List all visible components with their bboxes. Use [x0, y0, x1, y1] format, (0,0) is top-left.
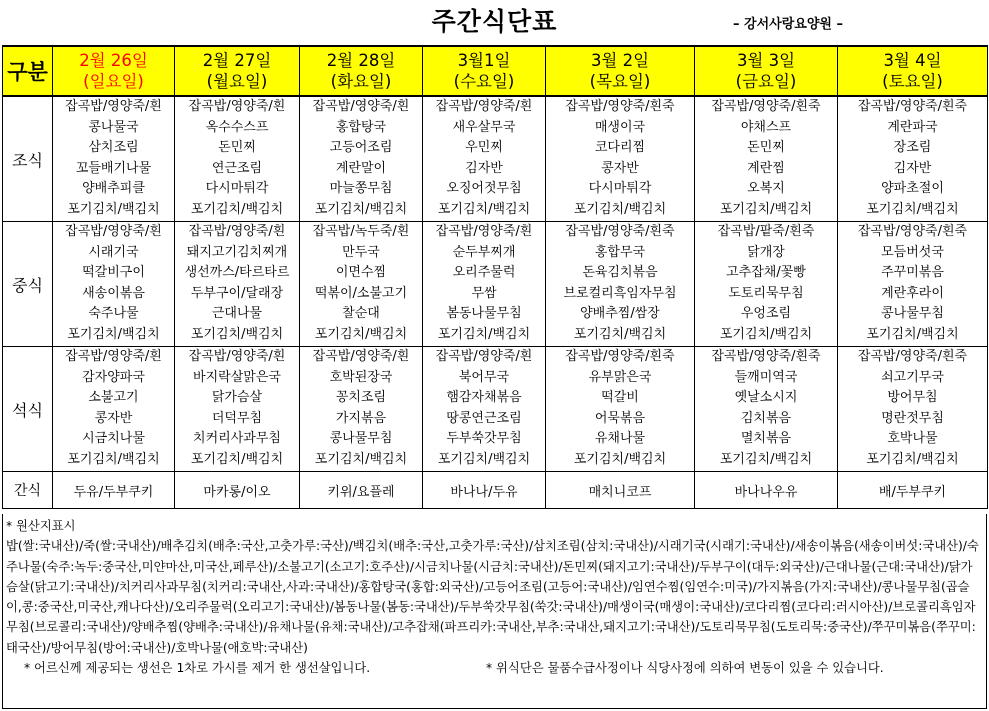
menu-item: 호박나물	[887, 431, 938, 447]
day-date: 3월 4일	[883, 51, 942, 70]
menu-item: 잡곡밥/영양죽/흰	[65, 349, 162, 364]
menu-item: 이면수찜	[335, 265, 387, 281]
menu-cell	[695, 96, 838, 222]
menu-cell	[695, 347, 838, 472]
menu-item: 잡곡밥/영양죽/흰	[435, 224, 533, 239]
menu-cell	[423, 96, 546, 222]
menu-item: 다시마튀각	[588, 181, 652, 197]
menu-item: 양파초절이	[881, 181, 944, 197]
day-weekday: (수요일)	[453, 72, 515, 91]
menu-item: 만두국	[342, 244, 380, 260]
gubun-header: 구분	[3, 46, 53, 96]
day-weekday: (일요일)	[83, 72, 144, 91]
menu-item: 김자반	[893, 160, 932, 176]
menu-item: 포기김치/백김치	[719, 451, 813, 467]
menu-item: 오징어젓무침	[446, 181, 522, 197]
day-weekday: (토요일)	[882, 72, 943, 91]
menu-item: 유채나물	[594, 431, 646, 447]
menu-item: 콩나물무침	[881, 306, 944, 322]
menu-item: 포기김치/백김치	[573, 451, 667, 467]
menu-item: 땅콩연근조림	[446, 410, 522, 426]
menu-item: 포기김치/백김치	[437, 451, 531, 467]
menu-item: 잡곡밥/영양죽/흰죽	[857, 99, 968, 114]
menu-item: 떡볶이/소불고기	[314, 285, 408, 301]
menu-item: 잡곡밥/영양죽/흰	[188, 224, 286, 239]
day-weekday: (목요일)	[589, 72, 651, 91]
snack-cell: 바나나우유	[695, 472, 838, 509]
menu-item: 봄동나물무침	[446, 306, 522, 322]
menu-item: 잡곡밥/영양죽/흰죽	[565, 99, 675, 114]
menu-item: 포기김치/백김치	[314, 451, 408, 467]
menu-item: 잡곡밥/영양죽/흰	[435, 349, 533, 364]
meal-row-breakfast	[3, 96, 988, 222]
day-header	[546, 46, 695, 96]
meal-label: 중식	[3, 222, 53, 347]
menu-item: 포기김치/백김치	[866, 451, 959, 467]
menu-item: 마늘쫑무침	[329, 181, 393, 197]
menu-item: 감자양파국	[82, 369, 145, 385]
menu-item: 두부구이/달래장	[190, 285, 284, 301]
menu-item: 들깨미역국	[734, 369, 798, 385]
snack-label: 간식	[3, 472, 53, 509]
menu-cell	[838, 96, 988, 222]
menu-item: 두부쑥갓무침	[446, 431, 522, 447]
menu-cell	[300, 222, 423, 347]
origin-heading: * 원산지표시	[6, 519, 76, 533]
day-header	[423, 46, 546, 96]
day-date: 2월 26일	[79, 51, 148, 70]
menu-item: 도토리묵무침	[728, 285, 804, 301]
menu-item: 찰순대	[342, 306, 380, 322]
menu-item: 닭개장	[747, 244, 785, 260]
weekly-menu-table	[2, 45, 988, 509]
menu-item: 포기김치/백김치	[314, 201, 408, 217]
menu-item: 홍합탕국	[335, 119, 387, 135]
menu-item: 포기김치/백김치	[437, 326, 531, 342]
menu-item: 오복지	[747, 181, 785, 197]
snack-cell: 바나나/두유	[423, 472, 546, 509]
meal-label: 조식	[3, 96, 53, 222]
snack-cell: 배/두부쿠키	[838, 472, 988, 509]
menu-item: 고등어조림	[329, 140, 393, 156]
menu-item: 떡갈비	[601, 390, 639, 406]
menu-cell	[300, 96, 423, 222]
notes-section	[2, 514, 987, 709]
menu-item: 계란후라이	[881, 285, 944, 301]
menu-item: 옥수수스프	[205, 119, 269, 135]
snack-cell: 두유/두부쿠키	[53, 472, 175, 509]
menu-item: 잡곡밥/영양죽/흰죽	[565, 349, 675, 364]
menu-item: 새송이볶음	[82, 285, 145, 301]
menu-item: 돈민찌	[747, 140, 785, 156]
menu-item: 호박된장국	[329, 369, 393, 385]
menu-item: 잡곡밥/영양죽/흰죽	[857, 349, 968, 364]
menu-item: 포기김치/백김치	[190, 326, 284, 342]
page-title: 주간식단표	[431, 7, 558, 36]
menu-item: 꼬들배기나물	[75, 160, 152, 176]
menu-item: 장조림	[893, 140, 932, 156]
menu-item: 주꾸미볶음	[881, 265, 944, 281]
menu-item: 돈육김치볶음	[582, 265, 658, 281]
menu-cell	[175, 96, 300, 222]
menu-cell	[546, 222, 695, 347]
menu-item: 콩자반	[94, 410, 133, 426]
menu-cell	[423, 222, 546, 347]
menu-item: 잡곡밥/영양죽/흰	[65, 224, 162, 239]
day-header	[300, 46, 423, 96]
day-header	[175, 46, 300, 96]
menu-item: 홍합무국	[594, 244, 646, 260]
menu-item: 더덕무침	[211, 410, 263, 426]
menu-item: 포기김치/백김치	[190, 451, 284, 467]
menu-item: 숙주나물	[88, 306, 139, 322]
menu-item: 잡곡밥/녹두죽/흰	[312, 224, 410, 239]
menu-cell	[546, 347, 695, 472]
meal-row-lunch	[3, 222, 988, 347]
menu-item: 브로컬리흑임자무침	[563, 285, 677, 301]
menu-item: 코다리찜	[594, 140, 646, 156]
menu-change-note: * 위식단은 물품수급사정이나 식당사정에 의하여 변동이 있을 수 있습니다.	[486, 661, 884, 676]
menu-item: 닭가슴살	[211, 390, 263, 406]
day-weekday: (금요일)	[735, 72, 797, 91]
menu-item: 잡곡밥/영양죽/흰죽	[711, 349, 821, 364]
menu-item: 우민찌	[465, 140, 503, 156]
menu-item: 양배추피클	[82, 181, 145, 197]
menu-cell	[175, 347, 300, 472]
menu-cell	[300, 347, 423, 472]
menu-item: 북어무국	[458, 369, 510, 385]
menu-item: 돼지고기김치찌개	[186, 244, 288, 260]
header-row	[3, 46, 988, 96]
menu-item: 멸치볶음	[740, 431, 792, 447]
menu-item: 꽁치조림	[335, 390, 387, 406]
menu-item: 돈민찌	[218, 140, 256, 156]
menu-item: 고추잡채/꽃빵	[726, 265, 806, 281]
menu-cell	[53, 96, 175, 222]
menu-cell	[423, 347, 546, 472]
snack-row	[3, 472, 988, 509]
menu-item: 김자반	[465, 160, 503, 176]
menu-item: 잡곡밥/영양죽/흰	[65, 99, 162, 114]
day-date: 3월 2일	[590, 51, 650, 70]
menu-item: 김치볶음	[740, 410, 792, 426]
meal-row-dinner	[3, 347, 988, 472]
menu-item: 잡곡밥/영양죽/흰죽	[857, 224, 968, 239]
menu-item: 포기김치/백김치	[573, 201, 667, 217]
footer-notes	[6, 658, 983, 678]
menu-item: 콩나물무침	[329, 431, 393, 447]
menu-cell	[53, 222, 175, 347]
menu-cell	[838, 347, 988, 472]
menu-item: 잡곡밥/영양죽/흰	[188, 99, 286, 114]
menu-item: 삼치조림	[88, 140, 139, 156]
menu-cell	[695, 222, 838, 347]
menu-cell	[546, 96, 695, 222]
menu-item: 우엉조림	[740, 306, 792, 322]
menu-item: 치커리사과무침	[193, 431, 281, 447]
menu-item: 잡곡밥/영양죽/흰	[312, 99, 410, 114]
meal-label: 석식	[3, 347, 53, 472]
menu-item: 포기김치/백김치	[866, 326, 959, 342]
day-date: 3월 3일	[736, 51, 796, 70]
menu-item: 소불고기	[88, 390, 139, 406]
day-header	[695, 46, 838, 96]
day-date: 2월 27일	[202, 51, 272, 70]
menu-item: 방어무침	[887, 390, 938, 406]
fish-note: * 어르신께 제공되는 생선은 1차로 가시를 제거 한 생선살입니다.	[24, 661, 371, 676]
menu-item: 유부맑은국	[588, 369, 652, 385]
menu-item: 포기김치/백김치	[314, 326, 408, 342]
menu-item: 바지락살맑은국	[193, 369, 281, 385]
day-date: 3월1일	[457, 51, 511, 70]
menu-item: 콩자반	[601, 160, 639, 176]
menu-cell	[838, 222, 988, 347]
menu-item: 시래기국	[88, 244, 139, 260]
menu-item: 포기김치/백김치	[67, 451, 160, 467]
menu-item: 옛날소시지	[734, 390, 798, 406]
menu-item: 포기김치/백김치	[573, 326, 667, 342]
snack-cell: 마카롱/이오	[175, 472, 300, 509]
menu-item: 야채스프	[740, 119, 792, 135]
day-header	[838, 46, 988, 96]
menu-item: 포기김치/백김치	[190, 201, 284, 217]
menu-item: 쇠고기무국	[881, 369, 944, 385]
menu-item: 잡곡밥/영양죽/흰죽	[565, 224, 675, 239]
menu-item: 계란파국	[887, 119, 938, 135]
menu-item: 모듬버섯국	[881, 244, 944, 260]
menu-item: 잡곡밥/영양죽/흰	[312, 349, 410, 364]
menu-item: 포기김치/백김치	[67, 201, 160, 217]
day-weekday: (화요일)	[330, 72, 392, 91]
menu-item: 포기김치/백김치	[866, 201, 959, 217]
menu-item: 근대나물	[211, 306, 263, 322]
menu-item: 명란젓무침	[881, 410, 944, 426]
menu-item: 가지볶음	[335, 410, 387, 426]
menu-item: 계란찜	[747, 160, 785, 176]
menu-item: 포기김치/백김치	[719, 326, 813, 342]
menu-item: 양배추찜/쌈장	[580, 306, 660, 322]
menu-item: 어묵볶음	[594, 410, 646, 426]
menu-cell	[53, 347, 175, 472]
menu-item: 잡곡밥/팥죽/흰죽	[717, 224, 815, 239]
menu-item: 새우살무국	[452, 119, 516, 135]
day-date: 2월 28일	[326, 51, 396, 70]
menu-item: 무쌈	[471, 285, 497, 301]
menu-item: 순두부찌개	[452, 244, 516, 260]
menu-item: 오리주물럭	[452, 265, 516, 281]
snack-cell: 키위/요플레	[300, 472, 423, 509]
menu-item: 콩나물국	[88, 119, 139, 135]
menu-item: 잡곡밥/영양죽/흰	[188, 349, 286, 364]
menu-item: 잡곡밥/영양죽/흰죽	[711, 99, 821, 114]
menu-item: 다시마튀각	[205, 181, 269, 197]
menu-item: 매생이국	[594, 119, 646, 135]
menu-item: 계란말이	[335, 160, 387, 176]
menu-item: 시금치나물	[82, 431, 145, 447]
menu-item: 포기김치/백김치	[719, 201, 813, 217]
menu-cell	[175, 222, 300, 347]
menu-item: 연근조림	[211, 160, 263, 176]
menu-item: 잡곡밥/영양죽/흰	[435, 99, 533, 114]
menu-item: 포기김치/백김치	[437, 201, 531, 217]
menu-item: 생선까스/타르타르	[184, 265, 290, 281]
origin-text: 밥(쌀:국내산)/죽(쌀:국내산)/배추김치(배추:국산,고춧가루:국산)/백김치(배추:국산,고춧가루:국산)/삼치조림(삼치:국내산)/시래기국(시래기:국내산)/새송이볶음(새송이버섯:국내산)/숙주나물(숙주:녹두:중국산,미얀마산,미국산,페루산)/소불고기(소고기:호주산)/시금치나물(시금치:국내산)/돈민찌(돼지고기:국내산)/두부구이(대두:외국산)/근대나물(근대:국내산)/닭가슴살(닭고기:국내산)/치커리사과무침(치커리:국내산,사과:국내산)/홍합탕국(홍합:외국산)/고등어조림(고등어:국내산)/임연수찜(임연수:미국)/가지볶음(가지:국내산)/콩나물무침(곱슬이,콩:중국산,미국산,캐나다산)/오리주물럭(오리고기:국내산)/봄동나물(봄동:국내산)/두부쑥갓무침(쑥갓:국내산)/매생이국(매생이:국내산)/코다리찜(코다리:러시아산)/브로콜리흑임자무침(브로콜리:국내산)/양배추찜(양배추:국내산)/유채나물(유채:국내산)/고추잡채(파프리카:국내산,부추:국내산,돼지고기:국내산)/도토리묵무침(도토리묵:중국산)/쭈꾸미볶음(쭈꾸미:태국산)/방어무침(방어:국내산)/호박나물(애호박:국내산)	[6, 539, 979, 655]
snack-cell: 매치니코프	[546, 472, 695, 509]
day-weekday: (월요일)	[206, 72, 268, 91]
day-header	[53, 46, 175, 96]
menu-item: 햄감자채볶음	[446, 390, 522, 406]
menu-item: 떡갈비구이	[82, 265, 145, 281]
menu-item: 포기김치/백김치	[67, 326, 160, 342]
organization-name: – 강서사랑요양원 –	[733, 17, 843, 32]
